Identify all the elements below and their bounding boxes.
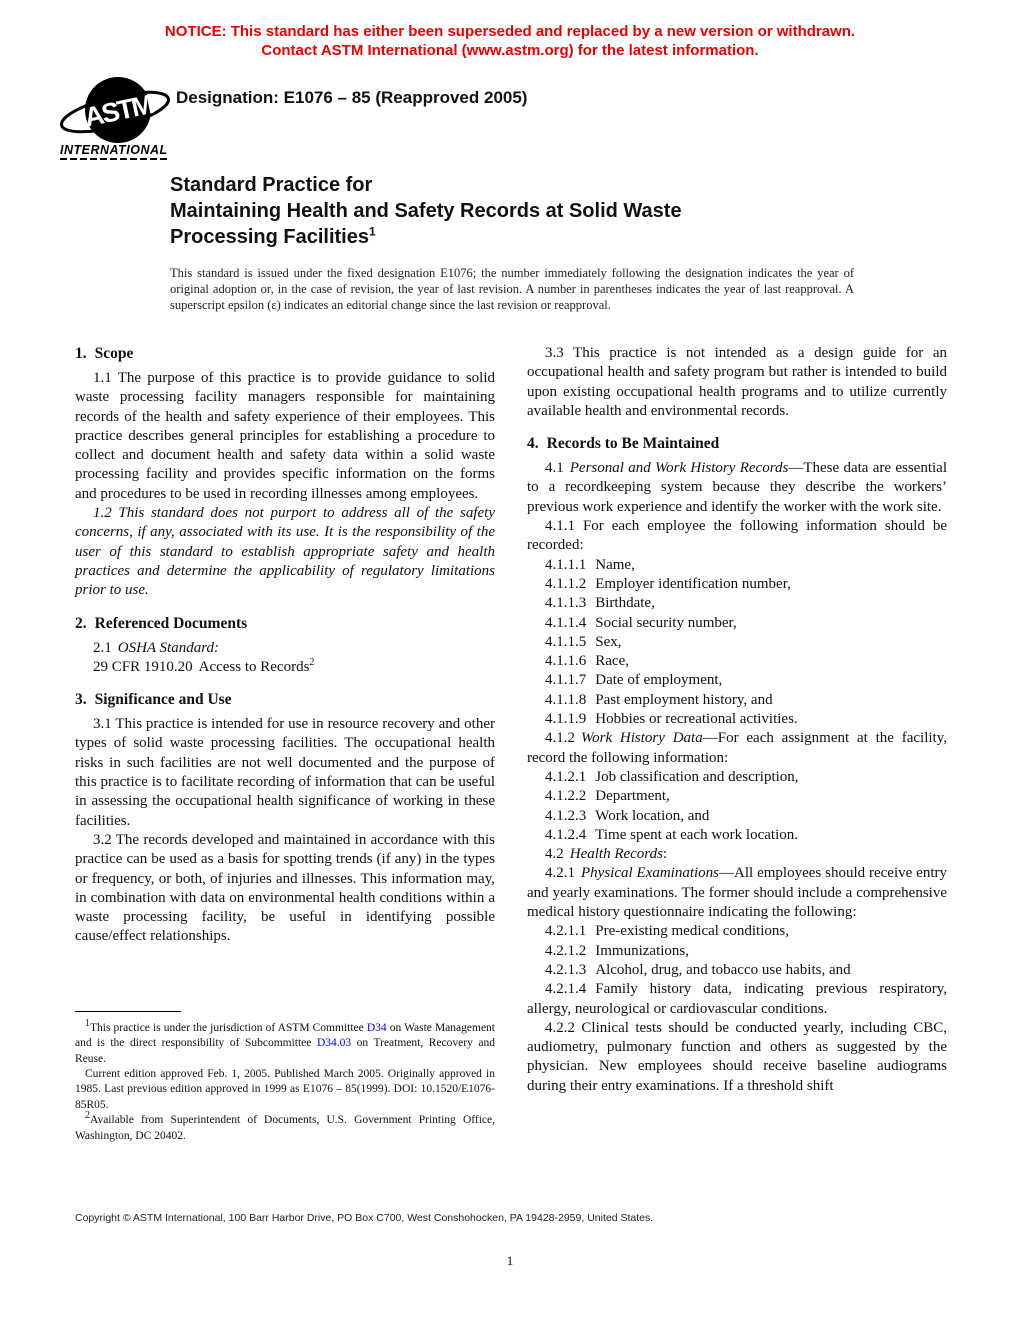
standard-title — [170, 172, 850, 250]
section-2-heading: 2. Referenced Documents — [75, 614, 248, 632]
supersession-notice — [0, 22, 1020, 60]
footnote-rule — [75, 1011, 181, 1012]
footnote-edition: Current edition approved Feb. 1, 2005. Published March 2005. Originally approved in 1985. Last previous edition approved in 1999 as E1076 – 85(1999). DOI: 10.1520/E1076-85R05. — [75, 1067, 495, 1111]
list-item: 4.1.1.4 Social security number, — [545, 614, 737, 631]
paragraph-3-3: 3.3 This practice is not intended as a design guide for an occupational health and safety program but rather is intended to build upon existing occupational health programs and to utilize currently available health and environmental records. — [527, 345, 947, 419]
astm-logo-icon — [58, 72, 178, 164]
copyright-line: Copyright © ASTM International, 100 Barr Harbor Drive, PO Box C700, West Conshohocken, PA 19428-2959, United States. — [75, 1212, 654, 1224]
paragraph-3-2: 3.2 The records developed and maintained in accordance with this practice can be used as a basis for spotting trends (if any) in the types or frequency, or both, of injuries and illnesses. This information may, in combination with data on environmental health conditions within a waste processing facility, be useful in identifying possible cause/effect relationships. — [75, 831, 495, 945]
issue-note: This standard is issued under the fixed designation E1076; the number immediately following the designation indicates the year of original adoption or, in the case of revision, the year of last revision. A number in parentheses indicates the year of last reapproval. A superscript epsilon (ε) indicates an editorial change since the last revision or reapproval. — [170, 266, 854, 312]
list-item: 4.1.1.5 Sex, — [545, 633, 622, 650]
title-line-3: Processing Facilities$^1$ — [170, 224, 376, 248]
list-item: 4.1.2.2 Department, — [545, 788, 670, 805]
footnote-2-marker: 2 — [309, 656, 315, 668]
right-column — [527, 344, 947, 1144]
list-item: 4.2.1.3 Alcohol, drug, and tobacco use habits, and — [545, 961, 851, 978]
page-number: 1 — [506, 1253, 514, 1268]
list-item: 4.1.1.6 Race, — [545, 653, 629, 670]
section-3-heading: 3. Significance and Use — [75, 691, 232, 709]
title-footnote-marker: 1 — [368, 224, 376, 239]
list-item: 4.1.1.1 Name, — [545, 556, 635, 573]
notice-line-1: NOTICE: This standard has either been superseded and replaced by a new version or withdrawn. — [164, 23, 856, 40]
designation-line: Designation: E1076 – 85 (Reapproved 2005) — [176, 88, 528, 107]
list-item: 4.2.1.1 Pre-existing medical conditions, — [545, 923, 789, 940]
footnote-2: $^2$Available from Superintendent of Documents, U.S. Government Printing Office, Washington, DC 20402. — [75, 1110, 495, 1142]
footnote-1: $^1$This practice is under the jurisdiction of ASTM Committee D34 on Waste Management and is the direct responsibility of Subcommittee D34.03 on Treatment, Recovery and Reuse. — [75, 1017, 495, 1065]
notice-line-2: Contact ASTM International (www.astm.org) for the latest information. — [261, 42, 759, 59]
committee-d34-link[interactable]: D34 — [366, 1021, 387, 1034]
paragraph-3-1: 3.1 This practice is intended for use in resource recovery and other types of solid waste processing facilities. The occupational health risks in such facilities are not well documented and the purpose of this practice is to facilitate recording of information that can be useful in assessing the occupational health significance of working in these facilities. — [75, 716, 495, 829]
list-item: 4.1.2.1 Job classification and description, — [545, 768, 799, 785]
subcommittee-d34-03-link[interactable]: D34.03 — [316, 1037, 352, 1050]
list-item: 4.1.1.3 Birthdate, — [545, 595, 655, 612]
paragraph-2-1: 2.1 OSHA Standard: — [93, 639, 219, 656]
title-line-1: Standard Practice for — [170, 174, 373, 196]
paragraph-1-2: 1.2 This standard does not purport to address all of the safety concerns, if any, associated with its use. It is the responsibility of the user of this standard to establish appropriate safety and health practices and determine the applicability of regulatory limitations prior to use. — [75, 505, 495, 599]
list-item: 4.1.2.4 Time spent at each work location. — [545, 826, 798, 843]
left-column — [75, 344, 495, 1144]
list-item: 4.2.1.4 Family history data, indicating previous respiratory, allergy, neurological or cardiovascular conditions. — [527, 981, 947, 1017]
paragraph-4-1-1: 4.1.1 For each employee the following information should be recorded: — [527, 518, 947, 554]
footnote-1-marker: 1 — [85, 1017, 90, 1029]
astm-logo — [58, 72, 178, 169]
paragraph-4-2-1: 4.2.1 Physical Examinations—All employees should receive entry and yearly examinations. The former should include a comprehensive medical history questionnaire indicating the following: — [527, 865, 947, 921]
paragraph-4-1: 4.1 Personal and Work History Records—These data are essential to a recordkeeping system because they describe the workers’ previous work experience and identify the worker with the work site. — [527, 460, 947, 515]
list-item: 4.1.1.9 Hobbies or recreational activities. — [545, 711, 798, 728]
title-line-2: Maintaining Health and Safety Records at Solid Waste — [170, 200, 682, 222]
paragraph-1-1: 1.1 The purpose of this practice is to provide guidance to solid waste processing facility managers responsible for maintaining records of the health and safety experience of their employees. This practice describes general principles for establishing a procedure to collect and document health and safety data within a solid waste processing facility and provides specific information on the forms and procedures to be used in recording illnesses among employees. — [75, 370, 495, 502]
list-item: 4.1.1.8 Past employment history, and — [545, 691, 773, 708]
footnotes — [75, 1011, 495, 1144]
list-item: 4.1.1.2 Employer identification number, — [545, 575, 791, 592]
paragraph-4-1-2: 4.1.2 Work History Data—For each assignment at the facility, record the following information: — [527, 730, 947, 766]
list-item: 4.1.2.3 Work location, and — [545, 807, 710, 824]
reference-osha: 29 CFR 1910.20 Access to Records$^2$ — [93, 656, 315, 675]
list-item: 4.2.1.2 Immunizations, — [545, 942, 689, 959]
astm-logo-subtitle: INTERNATIONAL — [60, 143, 168, 157]
list-item: 4.1.1.7 Date of employment, — [545, 672, 723, 689]
section-4-heading: 4. Records to Be Maintained — [527, 435, 720, 453]
paragraph-4-2-2: 4.2.2 Clinical tests should be conducted yearly, including CBC, audiometry, pulmonary function and others as suggested by the physician. New employees should receive baseline audiograms during their entry examinations. If a threshold shift — [527, 1019, 947, 1094]
svg-text:ASTM: ASTM — [81, 89, 155, 133]
body-columns — [75, 344, 947, 1144]
footnote-2-marker-bottom: 2 — [85, 1110, 90, 1122]
section-1-heading: 1. Scope — [75, 345, 134, 362]
paragraph-4-2: 4.2 Health Records: — [545, 846, 668, 863]
